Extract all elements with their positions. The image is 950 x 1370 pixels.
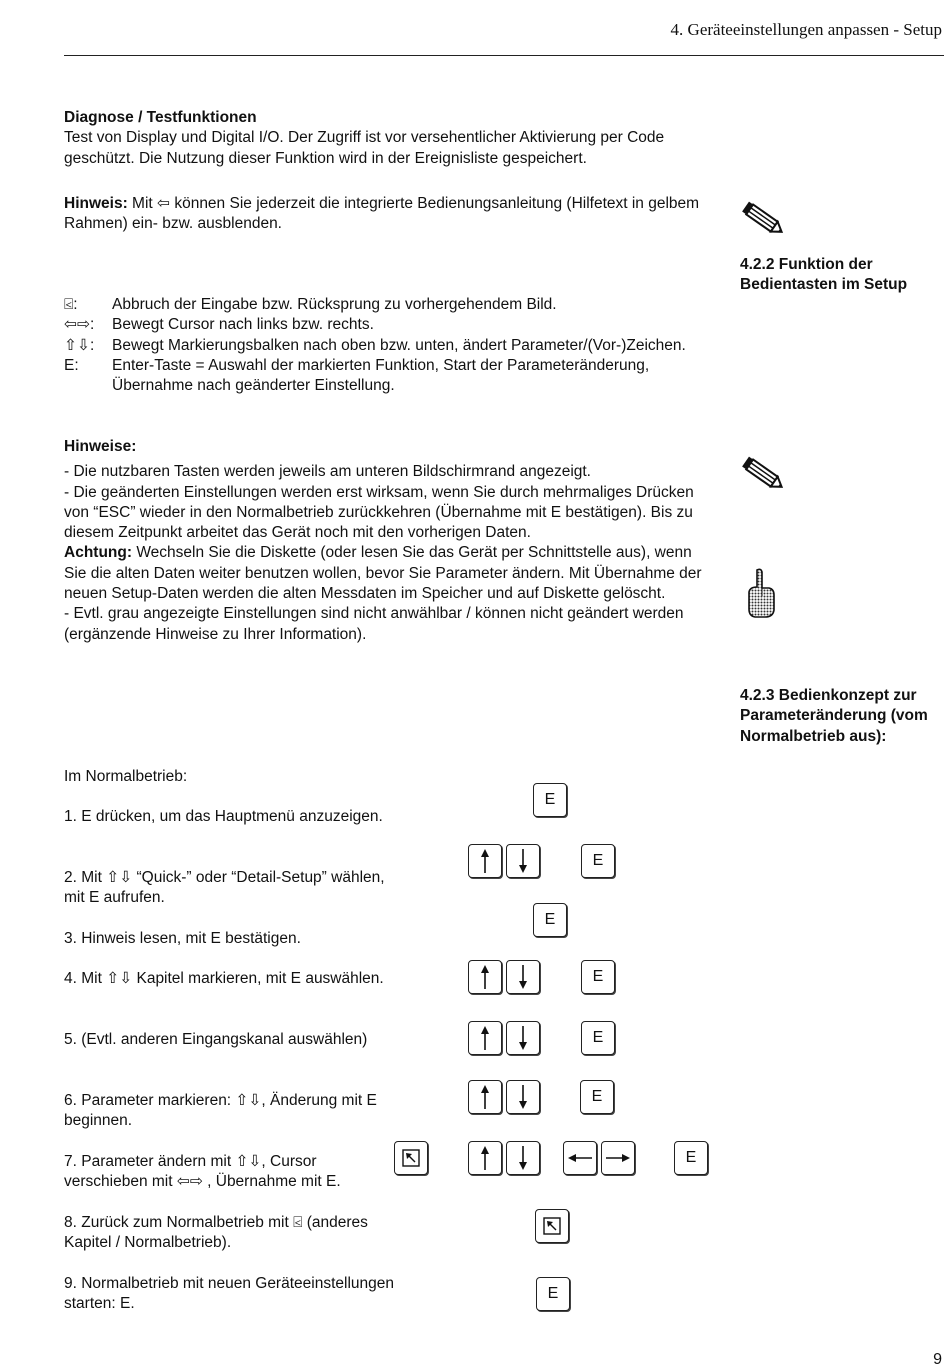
up-arrow-key [468,1141,502,1175]
hinweise-line-3: - Evtl. grau angezeigte Einstellungen sind nicht anwählbar / können nicht geändert werden (ergänzende Hinweise zu Ihrer Information). [64,605,684,643]
pencil-icon [738,455,788,495]
down-arrow-key [506,844,540,878]
down-arrow-key [506,960,540,994]
procedure-step-8: 8. Zurück zum Normalbetrieb mit ⍃ (anderes Kapitel / Normalbetrieb). [64,1214,368,1252]
hinweise-heading: Hinweise: [64,438,137,455]
left-arrow-key [563,1141,597,1175]
up-arrow-key [468,1080,502,1114]
down-arrow-key [506,1080,540,1114]
procedure-intro: Im Normalbetrieb: [64,768,188,785]
left-arrow-icon [567,1151,593,1165]
help-toggle-symbol: ⇦ [157,195,171,212]
pointing-hand-icon [745,568,777,620]
keydef-enter [64,356,714,397]
escape-key-icon [543,1217,561,1235]
diagnose-heading: Diagnose / Testfunktionen [64,109,257,126]
hinweise-line-2: - Die geänderten Einstellungen werden erst wirksam, wenn Sie durch mehrmaliges Drücken von “ESC” wieder in den Normalbetrieb zurückkehren (Übernahme mit E bestätigen). Bis zu diesem Zeitpunkt arbeitet das Gerät noch mit den vorherigen Daten. [64,483,694,542]
keydef-enter-text: Enter-Taste = Auswahl der markierten Funktion, Start der Parameteränderung, Übernahme nach geänderter Einstellung. [112,356,650,395]
down-arrow-icon [516,1084,530,1110]
escape-key [394,1141,428,1175]
up-arrow-icon [478,1025,492,1051]
enter-key: E [533,903,567,937]
enter-key: E [674,1141,708,1175]
keydef-escape [64,295,714,315]
up-down-symbol: ⇧⇩: [64,336,95,354]
enter-key: E [581,844,615,878]
enter-key: E [536,1277,570,1311]
enter-key: E [580,1080,614,1114]
up-arrow-icon [478,1084,492,1110]
down-arrow-icon [516,848,530,874]
right-arrow-key [601,1141,635,1175]
diagnose-text: Test von Display und Digital I/O. Der Zugriff ist vor versehentlicher Aktivierung per Code geschützt. Die Nutzung dieser Funktion wird in der Ereignisliste gespeichert. [64,129,665,167]
enter-key: E [581,1021,615,1055]
hinweise-section [64,437,714,645]
keydef-left-right [64,315,714,335]
keydef-up-down-text: Bewegt Markierungsbalken nach oben bzw. unten, ändert Parameter/(Vor-)Zeichen. [112,336,686,354]
section-423-heading: 4.2.3 Bedienkonzept zur Parameteränderung (vom Normalbetrieb aus): [740,687,928,745]
procedure-step-1: 1. E drücken, um das Hauptmenü anzuzeigen. [64,808,383,825]
up-arrow-key [468,844,502,878]
escape-key-icon [402,1149,420,1167]
procedure-step-6: 6. Parameter markieren: ⇧⇩, Änderung mit E beginnen. [64,1092,377,1130]
hinweis-label: Hinweis: [64,195,128,212]
procedure-step-7: 7. Parameter ändern mit ⇧⇩, Cursor verschieben mit ⇦⇨ , Übernahme mit E. [64,1153,341,1191]
page-header-title: 4. Geräteeinstellungen anpassen - Setup [670,20,942,39]
procedure-step-4: 4. Mit ⇧⇩ Kapitel markieren, mit E auswählen. [64,970,384,987]
diagnose-section [64,108,714,169]
up-arrow-icon [478,848,492,874]
procedure-step-9: 9. Normalbetrieb mit neuen Geräteeinstellungen starten: E. [64,1275,394,1313]
procedure-step-5: 5. (Evtl. anderen Eingangskanal auswählen) [64,1031,368,1048]
enter-symbol: E: [64,356,79,374]
left-right-symbol: ⇦⇨: [64,316,95,334]
procedure-step-2: 2. Mit ⇧⇩ “Quick-” oder “Detail-Setup” wählen, mit E aufrufen. [64,869,385,907]
keydef-left-right-text: Bewegt Cursor nach links bzw. rechts. [112,316,374,334]
escape-key-symbol: ⍃: [64,296,78,313]
hinweis-text-before: Mit [127,195,158,212]
escape-key [535,1209,569,1243]
down-arrow-key [506,1021,540,1055]
page-number: 9 [933,1351,942,1368]
up-arrow-icon [478,1145,492,1171]
enter-key: E [533,783,567,817]
achtung-paragraph [64,543,714,604]
down-arrow-key [506,1141,540,1175]
hinweise-line-1: - Die nutzbaren Tasten werden jeweils am unteren Bildschirmrand angezeigt. [64,463,591,481]
achtung-label: Achtung: [64,544,133,562]
up-arrow-icon [478,964,492,990]
right-arrow-icon [605,1151,631,1165]
down-arrow-icon [516,1025,530,1051]
hinweis-paragraph [64,194,714,235]
procedure-step-3: 3. Hinweis lesen, mit E bestätigen. [64,930,301,947]
achtung-text: Wechseln Sie die Diskette (oder lesen Sie das Gerät per Schnittstelle aus), wenn Sie die alten Daten weiter benutzen wollen, bevor Sie Parameter ändern. Mit Übernahme der neuen Setup-Daten werden die alten Messdaten im Speicher und auf Diskette gelöscht. [64,544,702,603]
section-422-heading: 4.2.2 Funktion der Bedientasten im Setup [740,256,908,294]
pencil-icon [738,200,788,240]
header-rule [64,55,944,56]
enter-key: E [581,960,615,994]
key-definition-list [64,295,714,396]
hinweis-text-after: können Sie jederzeit die integrierte Bedienungsanleitung (Hilfetext in gelbem Rahmen) ein- bzw. ausblenden. [64,195,700,233]
down-arrow-icon [516,1145,530,1171]
down-arrow-icon [516,964,530,990]
keydef-up-down [64,336,714,356]
up-arrow-key [468,1021,502,1055]
keydef-escape-text: Abbruch der Eingabe bzw. Rücksprung zu vorhergehendem Bild. [112,296,557,313]
up-arrow-key [468,960,502,994]
